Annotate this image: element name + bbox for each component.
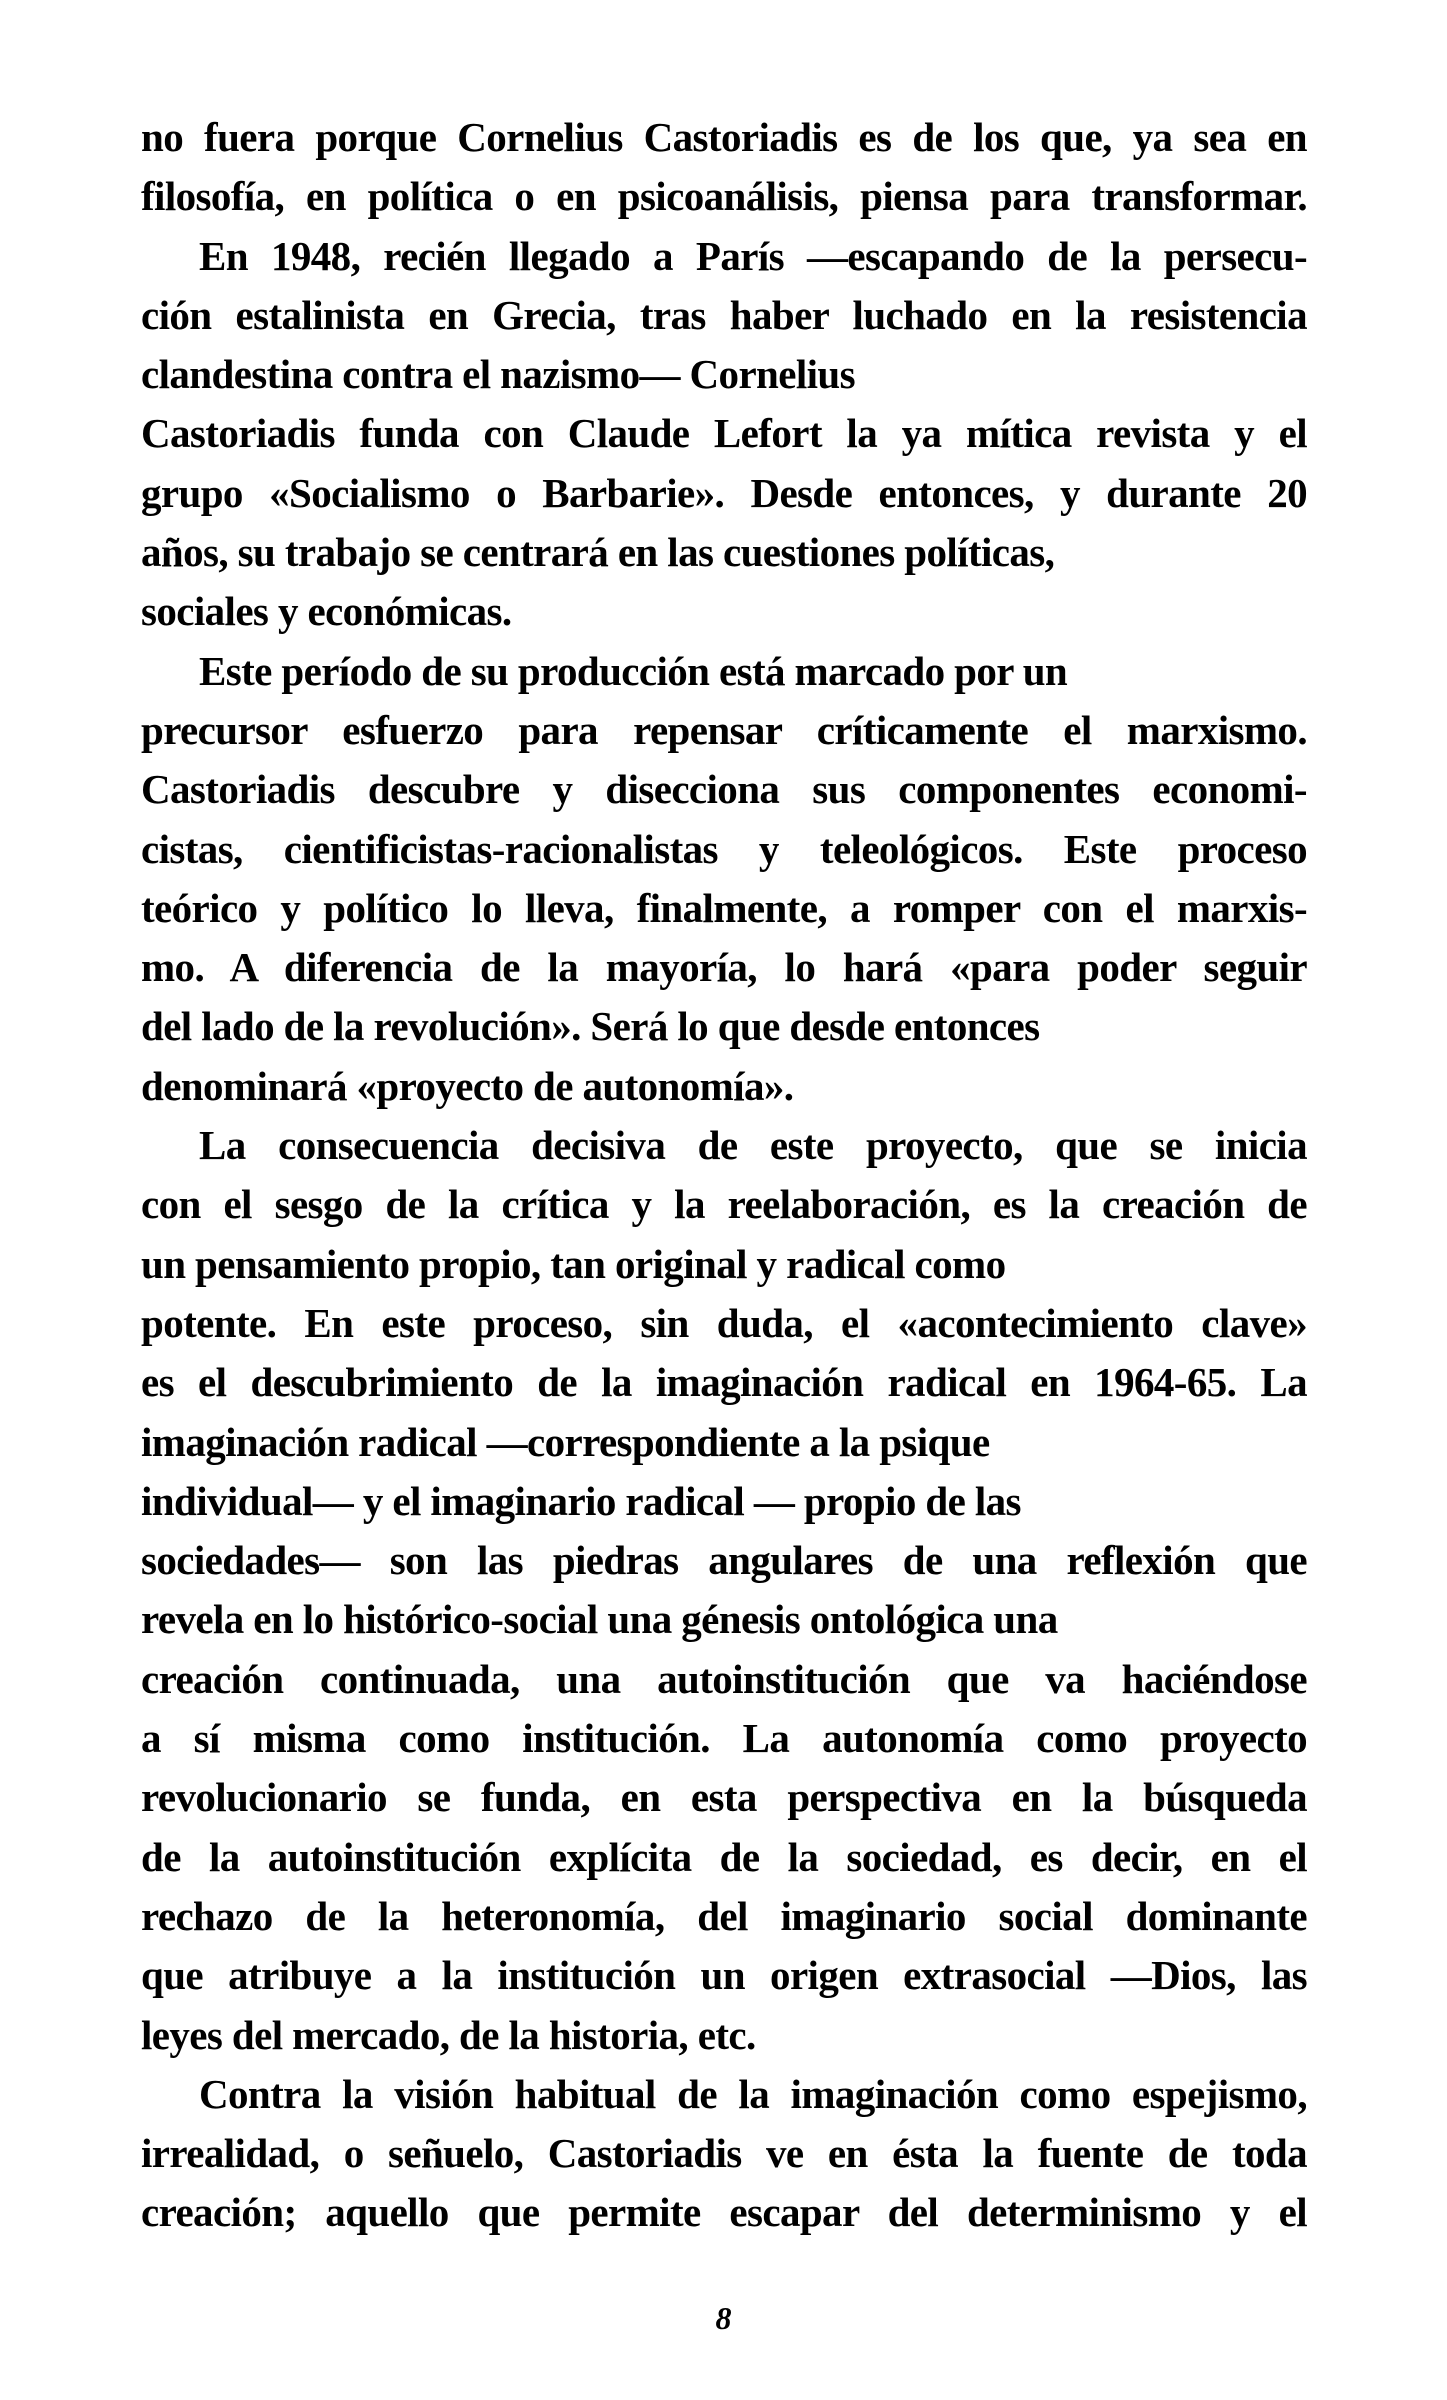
page-number: 8	[715, 2300, 732, 2336]
text-line: a sí misma como institución. La autonomía como proyecto	[141, 1715, 1307, 1762]
text-line: un pensamiento propio, tan original y radical como	[141, 1240, 1006, 1287]
text-line: sociales y económicas.	[141, 588, 512, 635]
text-line: revolucionario se funda, en esta perspectiva en la búsqueda	[141, 1774, 1307, 1821]
text-line: con el sesgo de la crítica y la reelaboración, es la creación de	[141, 1181, 1307, 1228]
text-line: sociedades— son las piedras angulares de una reflexión que	[141, 1537, 1307, 1584]
text-line: Castoriadis descubre y disecciona sus componentes economi-	[141, 766, 1307, 813]
text-line: de la autoinstitución explícita de la sociedad, es decir, en el	[141, 1833, 1307, 1880]
text-line: cistas, cientificistas-racionalistas y teleológicos. Este proceso	[141, 825, 1307, 872]
text-line: filosofía, en política o en psicoanálisis, piensa para transformar.	[141, 173, 1307, 220]
text-line: es el descubrimiento de la imaginación radical en 1964-65. La	[141, 1359, 1307, 1406]
text-line: leyes del mercado, de la historia, etc.	[141, 2011, 756, 2058]
text-line: denominará «proyecto de autonomía».	[141, 1062, 794, 1109]
text-line: que atribuye a la institución un origen extrasocial —Dios, las	[141, 1952, 1307, 1999]
text-line: Contra la visión habitual de la imaginación como espejismo,	[199, 2070, 1307, 2117]
text-line: creación; aquello que permite escapar del determinismo y el	[141, 2189, 1307, 2236]
text-line: rechazo de la heteronomía, del imaginario social dominante	[141, 1892, 1307, 1939]
text-line: potente. En este proceso, sin duda, el «acontecimiento clave»	[141, 1299, 1307, 1346]
text-line: revela en lo histórico-social una génesis ontológica una	[141, 1596, 1058, 1643]
text-line: Castoriadis funda con Claude Lefort la ya mítica revista y el	[141, 410, 1307, 457]
text-line: teórico y político lo lleva, finalmente, a romper con el marxis-	[141, 884, 1307, 931]
text-line: La consecuencia decisiva de este proyecto, que se inicia	[199, 1122, 1307, 1169]
text-line: no fuera porque Cornelius Castoriadis es de los que, ya sea en	[141, 114, 1307, 160]
text-line: imaginación radical —correspondiente a la psique	[141, 1418, 990, 1465]
text-line: individual— y el imaginario radical — propio de las	[141, 1477, 1021, 1524]
text-line: del lado de la revolución». Será lo que desde entonces	[141, 1003, 1040, 1050]
text-line: irrealidad, o señuelo, Castoriadis ve en ésta la fuente de toda	[141, 2130, 1307, 2177]
book-page-text	[141, 108, 1307, 2243]
text-line: creación continuada, una autoinstitución que va haciéndose	[141, 1655, 1307, 1702]
text-line: años, su trabajo se centrará en las cuestiones políticas,	[141, 529, 1055, 576]
text-line: Este período de su producción está marcado por un	[199, 647, 1068, 694]
text-line: precursor esfuerzo para repensar críticamente el marxismo.	[141, 706, 1307, 753]
text-line: mo. A diferencia de la mayoría, lo hará «para poder seguir	[141, 944, 1307, 991]
text-line: En 1948, recién llegado a París —escapando de la persecu-	[199, 232, 1307, 279]
text-line: ción estalinista en Grecia, tras haber luchado en la resistencia	[141, 291, 1307, 338]
text-line: clandestina contra el nazismo— Cornelius	[141, 351, 855, 398]
text-line: grupo «Socialismo o Barbarie». Desde entonces, y durante 20	[141, 469, 1307, 516]
